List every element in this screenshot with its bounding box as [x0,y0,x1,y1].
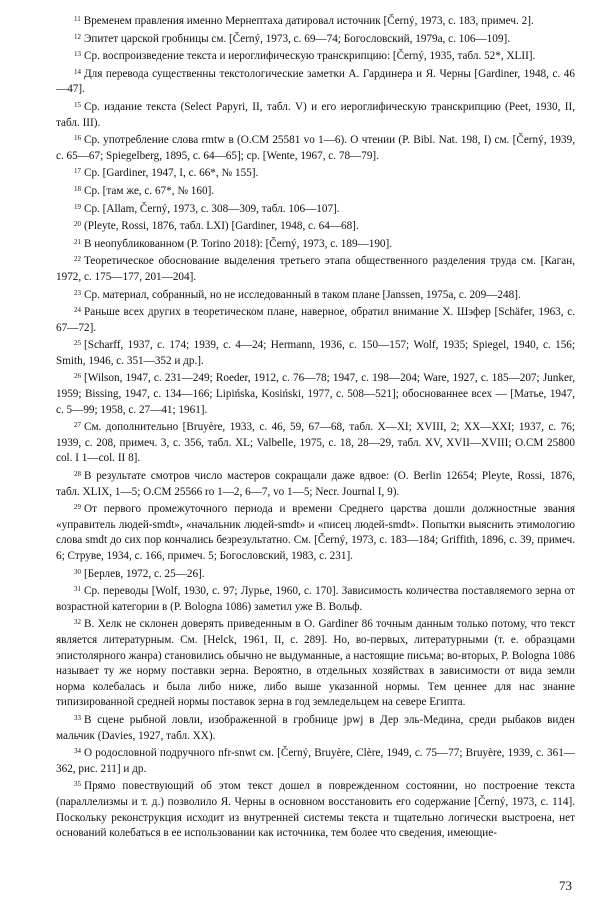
footnote: $^{32}$ В. Хелк не склонен доверять приведенным в O. Gardiner 86 точным данным только потому, что текст является литературным. См. [Helck, 1961, II, с. 289]. Но, во-первых, литературными (т. е. образцами эпистолярного жанра) становились обычно не выдуманные, а настоящие письма; во-вторых, P. Bologna 1086 называет ту же норму поставки зерна. Вероятно, в отдельных хозяйствах в зависимости от вида земли норма колебалась и была либо ниже, либо выше указанной нормы. Тем ценнее для нас знание типизированной средней нормы поставок зерна в год земледельцем на севере Египта. [56,618,575,709]
footnote: $^{26}$ [Wilson, 1947, с. 231—249; Roeder, 1912, с. 76—78; 1947, с. 198—204; Ware, 1927, с. 185—207; Junker, 1959; Bissing, 1947, с. 134—166; Lipińska, Kosiński, 1977, с. 508—521]; обоснованнее всех — [Матье, 1947, с. 5—99; 1958, с. 27—41; 1961]. [56,372,575,416]
footnote: $^{20}$ (Pleyte, Rossi, 1876, табл. LXI) [Gardiner, 1948, с. 64—68]. [74,220,359,233]
footnote: $^{24}$ Раньше всех других в теоретическом плане, наверное, обратил внимание Х. Шэфер [Schäfer, 1963, с. 67—72]. [56,306,575,334]
footnotes-block [56,12,575,842]
footnote: $^{21}$ В неопубликованном (P. Torino 2018): [Černý, 1973, с. 189—190]. [74,237,393,250]
footnote: $^{15}$ Ср. издание текста (Select Papyri, II, табл. V) и его иероглифическую транскрипцию (Peet, 1930, II, табл. III). [56,100,575,129]
footnote: $^{27}$ См. дополнительно [Bruyère, 1933, с. 46, 59, 67—68, табл. X—XI; XVIII, 2; XX—XXI; 1937, с. 76; 1939, с. 208, примеч. 3, с. 356, табл. XL; Valbelle, 1975, с. 18, 28—29, табл. XV, XVII—XVIII; O.CM 25800 col. I 1—col. II 8]. [56,421,575,465]
footnote: $^{22}$ Теоретическое обоснование выделения третьего этапа общественного разделения труда см. [Каган, 1972, с. 175—177, 201—204]. [56,255,575,283]
footnote: $^{29}$ От первого промежуточного периода и времени Среднего царства дошли должностные звания «управитель людей-smdt», «начальник людей-smdt» и «писец людей-smdt». Попытки выяснить этимологию слова smdt до сих пор кончались безрезультатно. См. [Černý, 1973, с. 183—184; Griffith, 1896, с. 39, примеч. 6; Струве, 1934, с. 166, примеч. 5; Богословский, 1983, с. 231]. [56,503,575,562]
footnote: $^{34}$ О родословной подручного nfr-snwt см. [Černý, Bruyère, Clère, 1949, с. 75—77; Bruyère, 1939, с. 361—362, рис. 211] и др. [56,747,575,775]
footnote: $^{11}$ Временем правления именно Мернептаха датировал источник [Černý, 1973, с. 183, примеч. 2]. [74,15,534,27]
page-number: 73 [559,878,572,893]
footnote: $^{19}$ Ср. [Allam, Černý, 1973, с. 308—309, табл. 106—107]. [74,202,340,215]
footnote: $^{31}$ Ср. переводы [Wolf, 1930, с. 97; Лурье, 1960, с. 170]. Зависимость количества поставляемого зерна от возрастной категории в (P. Bologna 1086) заметил уже В. Вольф. [56,585,575,613]
footnote: $^{28}$ В результате смотров число мастеров сокращали даже вдвое: (O. Berlin 12654; Pleyte, Rossi, 1876, табл. XLIX, 1—5; O.CM 25566 ro 1—2, 6—7, vo 1—5; Necr. Journal I, 9). [56,470,575,498]
footnote: $^{13}$ Ср. воспроизведение текста и иероглифическую транскрипцию: [Černý, 1935, табл. 52*, XLII]. [74,50,536,63]
footnote: $^{18}$ Ср. [там же, с. 67*, № 160]. [74,184,215,197]
footnote: $^{35}$ Прямо повествующий об этом текст дошел в поврежденном состоянии, но построение текста (параллелизмы и т. д.) позволило Я. Черны в основном восстановить его содержание [Černý, 1973, с. 114]. Поскольку реконструкция исходит из внутренней системы текста и тщательно логически выстроена, нет оснований колебаться в ее использовании как источника, тем более что сведения, имеющие- [56,780,575,840]
footnote: $^{33}$ В сцене рыбной ловли, изображенной в гробнице jpwj в Дер эль-Медина, среди рыбаков виден мальчик (Davies, 1927, табл. XX). [56,713,575,742]
footnote: $^{23}$ Ср. материал, собранный, но не исследованный в таком плане [Janssen, 1975а, с. 209—248]. [74,288,521,301]
footnote: $^{30}$ [Берлев, 1972, с. 25—26]. [74,567,205,580]
footnote: $^{12}$ Эпитет царской гробницы см. [Černý, 1973, с. 69—74; Богословский, 1979а, с. 106—109]. [74,32,510,45]
footnote: $^{17}$ Ср. [Gardiner, 1947, I, с. 66*, № 155]. [74,167,259,180]
footnote: $^{25}$ [Scharff, 1937, с. 174; 1939, с. 4—24; Hermann, 1936, с. 150—157; Wolf, 1935; Spiegel, 1940, с. 156; Smith, 1946, с. 351—352 и др.]. [56,339,575,367]
footnote: $^{14}$ Для перевода существенны текстологические заметки А. Гардинера и Я. Черны [Gardiner, 1948, с. 46—47]. [56,67,575,96]
footnote: $^{16}$ Ср. употребление слова rmtw в (O.CM 25581 vo 1—6). О чтении (P. Bibl. Nat. 198, I) см. [Černý, 1939, с. 65—67; Spiegelberg, 1895, с. 64—65]; ср. [Wente, 1967, с. 78—79]. [56,134,575,162]
